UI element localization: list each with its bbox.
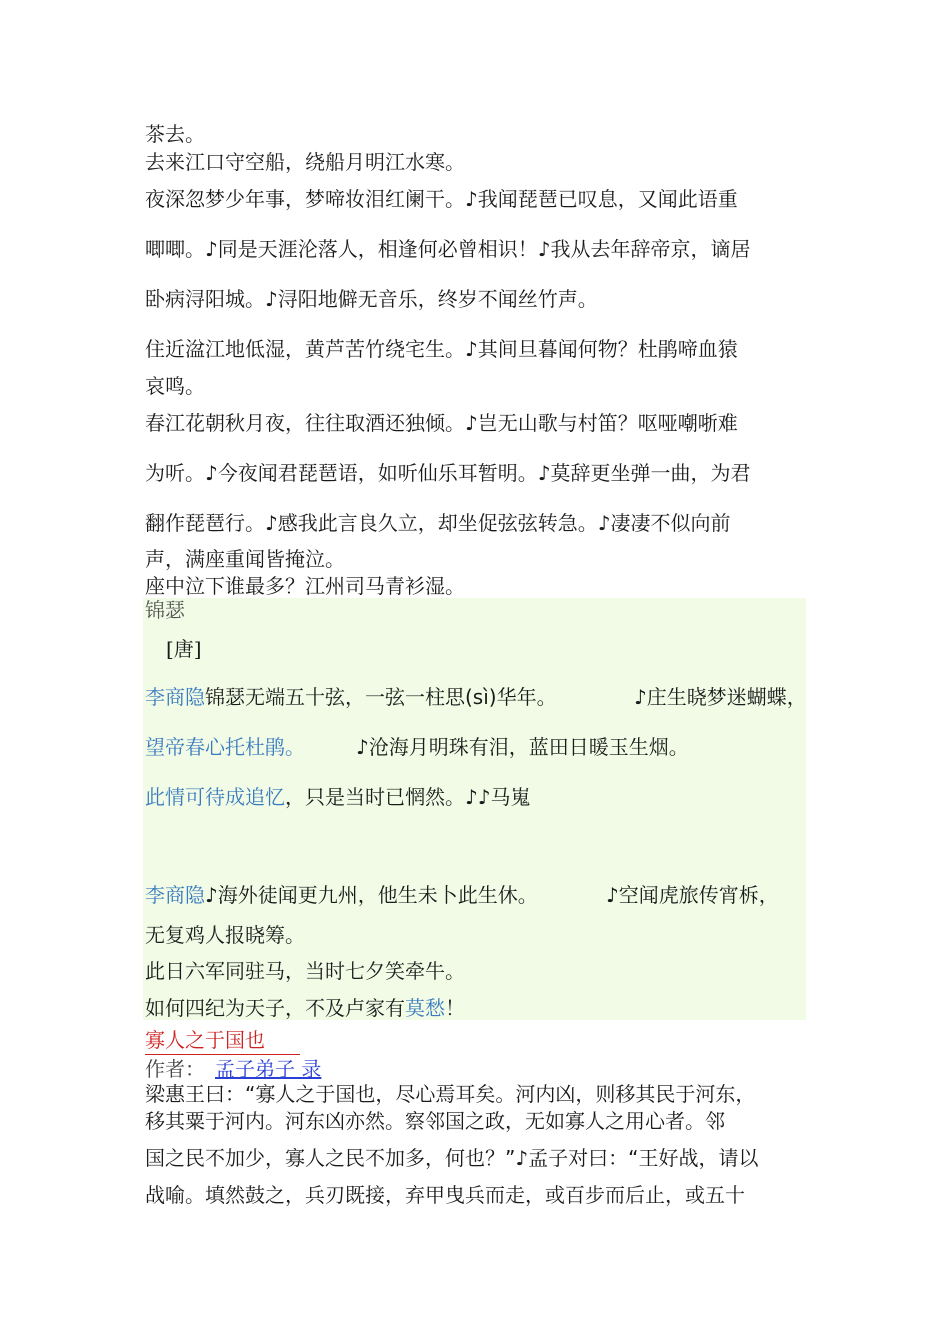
poem-title: 锦瑟 [145,598,185,622]
poem-line-end: ♪庄生晓梦迷蝴蝶， [634,685,807,709]
poem-line [145,995,465,1021]
text-line: 战喻。填然鼓之，兵刃既接，弃甲曳兵而走，或百步而后止，或五十 [145,1183,745,1207]
poem-text: ，只是当时已惘然。♪♪马嵬 [285,785,531,809]
text-line: 声，满座重闻皆掩泣。 [145,547,345,571]
poem-text-highlight: 此情可待成追忆 [145,785,285,809]
text-line: 去来江口守空船，绕船月明江水寒。 [145,150,465,174]
text-line: 国之民不加少，寡人之民不加多，何也？”♪孟子对曰：“王好战，请以 [145,1146,759,1170]
poem-text: ！ [445,996,465,1020]
poem-text: ♪海外徒闻更九州，他生未卜此生休。 [205,883,538,907]
text-line: 春江花朝秋月夜，往往取酒还独倾。♪岂无山歌与村笛？呕哑嘲哳难 [145,411,738,435]
text-line: 住近湓江地低湿，黄芦苦竹绕宅生。♪其间旦暮闻何物？杜鹃啼血猿 [145,337,738,361]
poem-line-end: ♪沧海月明珠有泪，蓝田日暖玉生烟。 [356,735,689,759]
poem-text: 如何四纪为天子，不及卢家有 [145,996,405,1020]
poem-author-link[interactable]: 李商隐 [145,883,205,907]
text-line: 为听。♪今夜闻君琵琶语，如听仙乐耳暂明。♪莫辞更坐弹一曲，为君 [145,461,751,485]
poem-line-end: ♪空闻虎旅传宵柝， [606,883,779,907]
poem-text: 锦瑟无端五十弦，一弦一柱思(sì)华年。 [205,685,557,709]
essay-title-link[interactable]: 寡人之于国也 [145,1028,265,1052]
text-line: 翻作琵琶行。♪感我此言良久立，却坐促弦弦转急。♪凄凄不似向前 [145,511,731,535]
author-link[interactable]: 孟子弟子 录 [215,1057,322,1081]
poem-line: 无复鸡人报晓筹。 [145,923,305,947]
poem-line [145,882,538,908]
text-line: 梁惠王曰：“寡人之于国也，尽心焉耳矣。河内凶，则移其民于河东， [145,1082,756,1106]
text-line: 唧唧。♪同是天涯沦落人，相逢何必曾相识！♪我从去年辞帝京，谪居 [145,237,751,261]
text-line: 卧病浔阳城。♪浔阳地僻无音乐，终岁不闻丝竹声。 [145,287,598,311]
essay-author-line [145,1056,321,1082]
text-line: 座中泣下谁最多？江州司马青衫湿。 [145,574,465,598]
poem-line [145,784,531,810]
essay-title-underline [145,1054,300,1055]
poem-line [145,684,557,710]
poem-text-highlight[interactable]: 莫愁 [405,996,445,1020]
poem-dynasty: [唐] [166,637,202,661]
text-line: 茶去。 [145,122,205,146]
poem-line [145,734,305,760]
poem-text-highlight: 望帝春心托杜鹃。 [145,735,305,759]
poem-line: 此日六军同驻马，当时七夕笑牵牛。 [145,959,465,983]
poem-author-link[interactable]: 李商隐 [145,685,205,709]
text-line: 哀鸣。 [145,374,205,398]
text-line: 移其粟于河内。河东凶亦然。察邻国之政，无如寡人之用心者。邻 [145,1109,725,1133]
author-label: 作者： [145,1057,205,1081]
text-line: 夜深忽梦少年事，梦啼妆泪红阑干。♪我闻琵琶已叹息，又闻此语重 [145,187,738,211]
